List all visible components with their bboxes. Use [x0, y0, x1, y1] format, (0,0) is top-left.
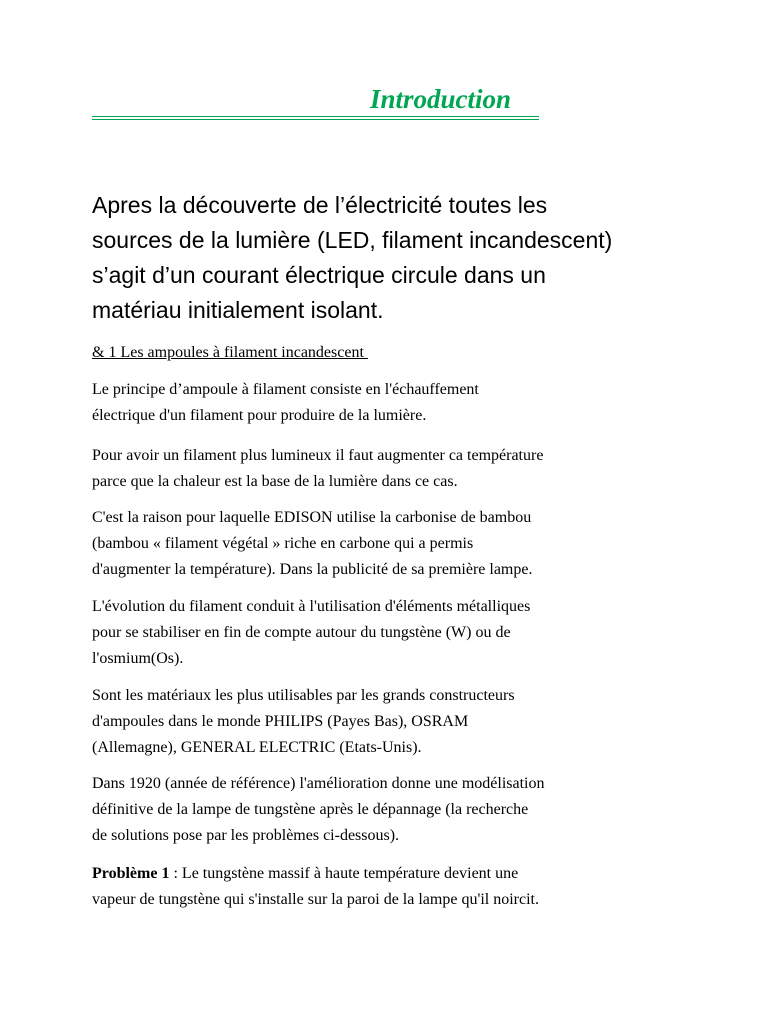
title-underline-bottom — [92, 119, 539, 120]
paragraph-evolution: L'évolution du filament conduit à l'utilisation d'éléments métalliques pour se stabiliser en fin de compte autour du tungstène (W) ou de l'osmium(Os). — [92, 598, 531, 667]
paragraph-manufacturers: Sont les matériaux les plus utilisables par les grands constructeurs d'ampoules dans le monde PHILIPS (Payes Bas), OSRAM (Allemagne), GENERAL ELECTRIC (Etats-Unis). — [92, 687, 515, 756]
paragraph-temperature: Pour avoir un filament plus lumineux il faut augmenter ca température parce que la chaleur est la base de la lumière dans ce cas. — [92, 447, 544, 490]
intro-paragraph: Apres la découverte de l’électricité toutes les sources de la lumière (LED, filament incandescent) s’agit d’un courant électrique circule dans un matériau initialement isolant. — [92, 192, 613, 323]
paragraph-principle: Le principe d’ampoule à filament consiste en l'échauffement électrique d'un filament pour produire de la lumière. — [92, 381, 479, 424]
problem-text: : Le tungstène massif à haute température devient une vapeur de tungstène qui s'installe sur la paroi de la lampe qu'il noircit. — [92, 865, 539, 908]
paragraph-1920: Dans 1920 (année de référence) l'amélioration donne une modélisation définitive de la lampe de tungstène après le dépannage (la recherche de solutions pose par les problèmes ci-dessous). — [92, 775, 545, 844]
paragraph-edison: C'est la raison pour laquelle EDISON utilise la carbonise de bambou (bambou « filament végétal » riche en carbone qui a permis d'augmenter la température). Dans la publicité de sa première lampe. — [92, 509, 533, 578]
section-heading: & 1 Les ampoules à filament incandescent — [92, 344, 368, 361]
problem-label: Problème 1 — [92, 865, 170, 882]
page-title: Introduction — [370, 84, 512, 114]
title-underline-top — [92, 116, 539, 117]
paragraph-problem-1 — [92, 861, 712, 913]
